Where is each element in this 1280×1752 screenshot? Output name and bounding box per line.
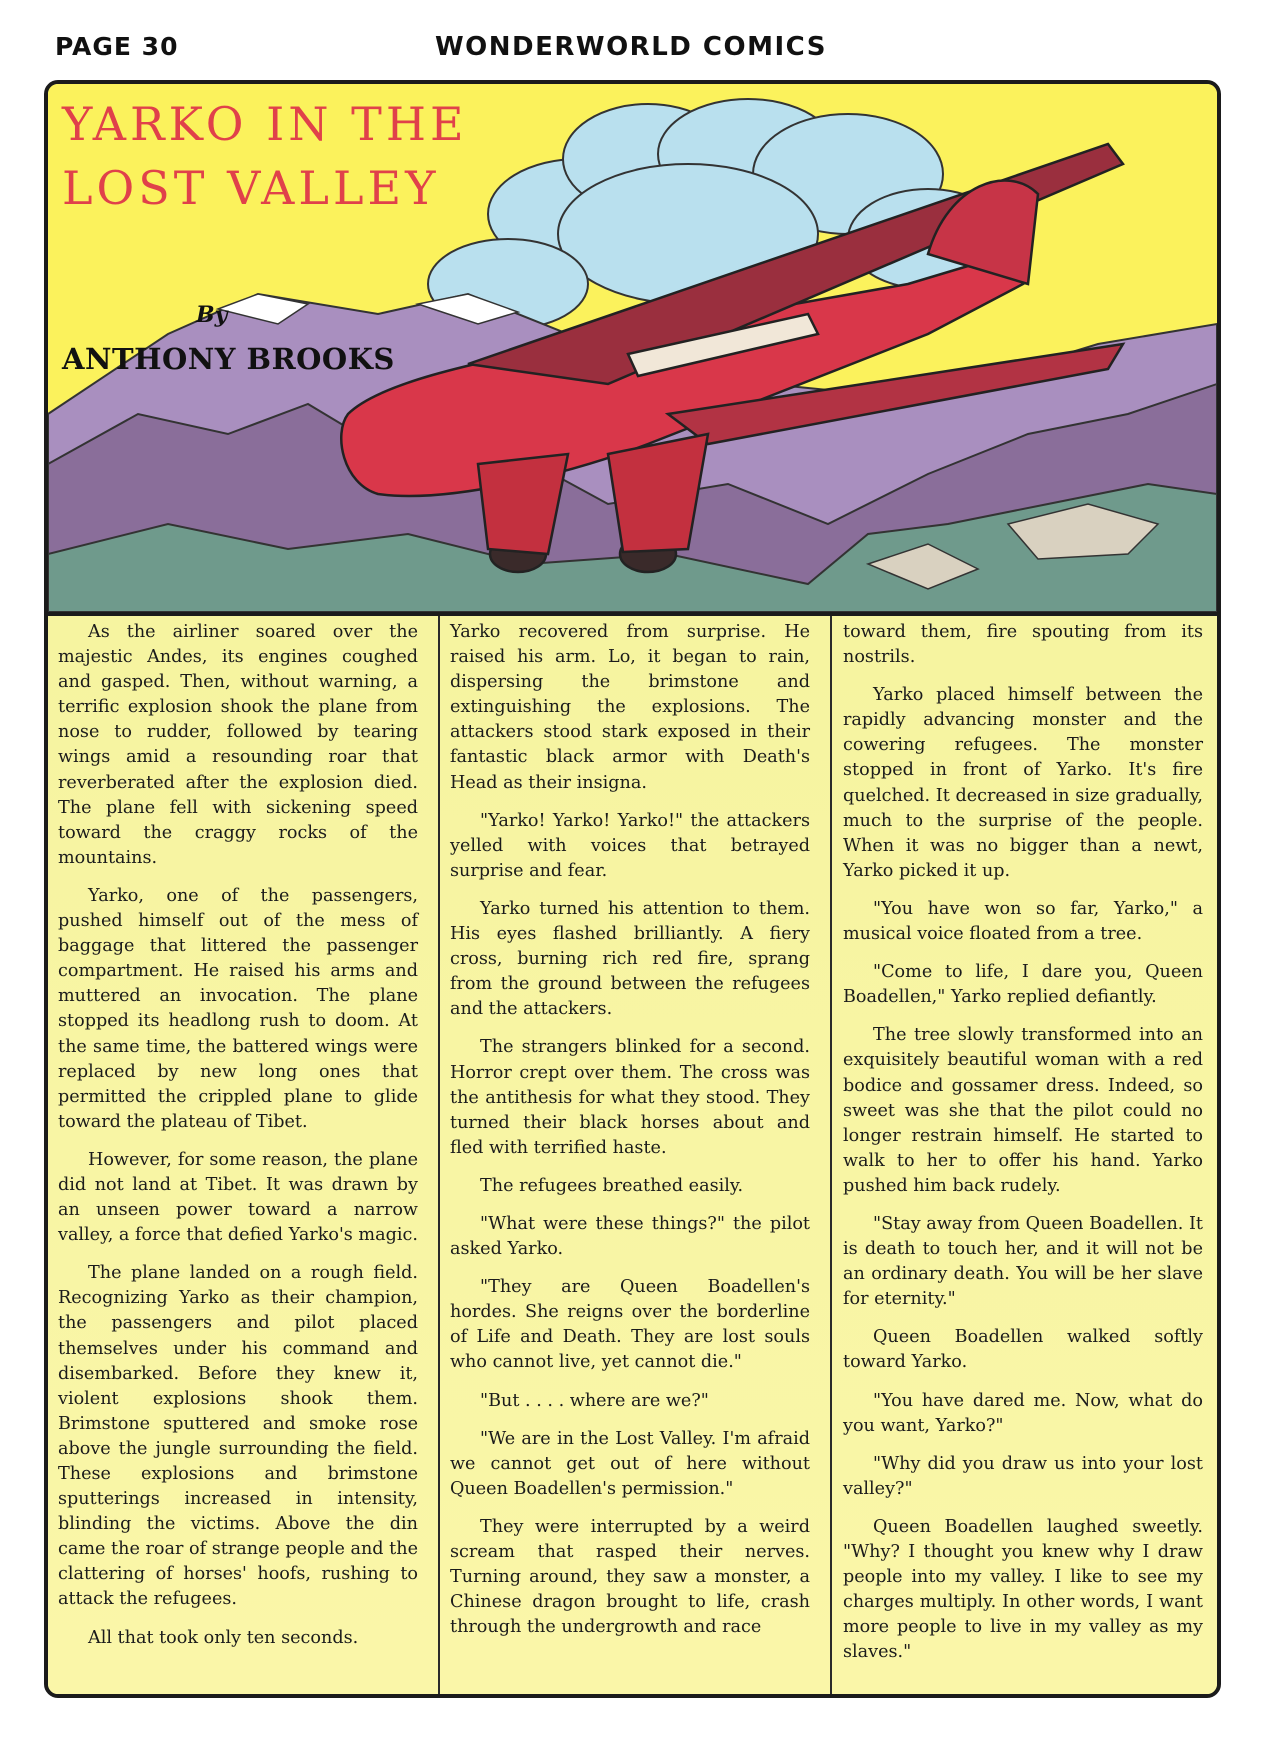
paragraph: The strangers blinked for a second. Horror crept over them. The cross was the antithesis for what they stood. They turned their black horses about and fled with terrified haste. (450, 1037, 810, 1158)
paragraph: "We are in the Lost Valley. I'm afraid we cannot get out of here without Queen Boadellen's permission." (450, 1428, 810, 1499)
text-column-3 (843, 620, 1203, 1678)
story-text (48, 616, 1217, 1694)
paragraph: "They are Queen Boadellen's hordes. She reigns over the borderline of Life and Death. They are lost souls who cannot live, yet cannot die." (450, 1277, 810, 1373)
paragraph: The refugees breathed easily. (480, 1175, 744, 1196)
text-column-2 (450, 620, 810, 1653)
paragraph: All that took only ten seconds. (88, 1627, 359, 1648)
paragraph: However, for some reason, the plane did not land at Tibet. It was drawn by an unseen power toward a narrow valley, a force that defied Yarko's magic. (58, 1149, 418, 1246)
paragraph: "What were these things?" the pilot asked Yarko. (450, 1213, 810, 1260)
paragraph: Queen Boadellen walked softly toward Yarko. (843, 1327, 1203, 1373)
paragraph: Yarko recovered from surprise. He raised his arm. Lo, it began to rain, dispersing the brimstone and extinguishing the explosions. The attackers stood stark exposed in their fantastic black armor with Death's Head as their insigna. (450, 622, 810, 793)
title-illustration (48, 84, 1217, 616)
paragraph: "But . . . . where are we?" (480, 1390, 709, 1411)
paragraph: The tree slowly transformed into an exquisitely beautiful woman with a red bodice and gossamer dress. Indeed, so sweet was she that the pilot could no longer restrain himself. He started to walk to her to offer his hand. Yarko pushed him back rudely. (843, 1025, 1203, 1196)
paragraph: "Why did you draw us into your lost valley?" (843, 1453, 1203, 1499)
paragraph: As the airliner soared over the majestic Andes, its engines coughed and gasped. Then, without warning, a terrific explosion shook the plane from nose to rudder, followed by tearing wings amid a resounding roar that reverberated after the explosion died. The plane fell with sickening speed toward the craggy rocks of the mountains. (58, 622, 418, 868)
story-frame (44, 80, 1221, 1698)
paragraph: Yarko, one of the passengers, pushed himself out of the mess of baggage that littered the passenger compartment. He raised his arms and muttered an invocation. The plane stopped its headlong rush to doom. At the same time, the battered wings were replaced by new long ones that permitted the crippled plane to glide toward the plateau of Tibet. (58, 885, 418, 1132)
paragraph: The plane landed on a rough field. Recognizing Yarko as their champion, the passengers and pilot placed themselves under his command and disembarked. Before they knew it, violent explosions shook them. Brimstone sputtered and smoke rose above the jungle surrounding the field. These explosions and brimstone sputterings increased in intensity, blinding the victims. Above the din came the roar of strange people and the clattering of horses' hoofs, rushing to attack the refugees. (58, 1263, 418, 1610)
column-divider (830, 616, 832, 1694)
story-title-line-2: LOST VALLEY (62, 161, 440, 215)
paragraph: Yarko placed himself between the rapidly advancing monster and the cowering refugees. The monster stopped in front of Yarko. It's fire quelched. It decreased in size gradually, much to the surprise of the people. When it was no bigger than a newt, Yarko picked it up. (843, 685, 1203, 881)
paragraph: "Come to life, I dare you, Queen Boadellen," Yarko replied defiantly. (843, 962, 1203, 1008)
paragraph: "You have dared me. Now, what do you want, Yarko?" (843, 1390, 1203, 1436)
author-name: ANTHONY BROOKS (62, 342, 395, 376)
paragraph: "You have won so far, Yarko," a musical voice floated from a tree. (843, 898, 1203, 945)
text-column-1 (58, 620, 418, 1664)
story-title (62, 92, 542, 220)
page-header (55, 28, 1225, 68)
paragraph: "Stay away from Queen Boadellen. It is death to touch her, and it will not be an ordinary death. You will be her slave for eternity." (843, 1213, 1203, 1310)
paragraph: toward them, fire spouting from its nostrils. (843, 622, 1203, 668)
magazine-title: WONDERWORLD COMICS (435, 32, 827, 62)
story-title-line-1: YARKO IN THE (62, 97, 468, 151)
page-number: PAGE 30 (55, 32, 179, 61)
paragraph: They were interrupted by a weird scream that rasped their nerves. Turning around, they saw a monster, a Chinese dragon brought to life, crash through the undergrowth and race (450, 1516, 810, 1638)
column-divider (438, 616, 440, 1694)
paragraph: Queen Boadellen laughed sweetly. "Why? I thought you knew why I draw people into my valley. I like to see my charges multiply. In other words, I want more people to live in my valley as my slaves." (843, 1516, 1203, 1663)
byline: By (196, 302, 228, 328)
paragraph: "Yarko! Yarko! Yarko!" the attackers yelled with voices that betrayed surprise and fear. (450, 810, 810, 881)
paragraph: Yarko turned his attention to them. His eyes flashed brilliantly. A fiery cross, burning rich red fire, sprang from the ground between the refugees and the attackers. (450, 898, 810, 1020)
